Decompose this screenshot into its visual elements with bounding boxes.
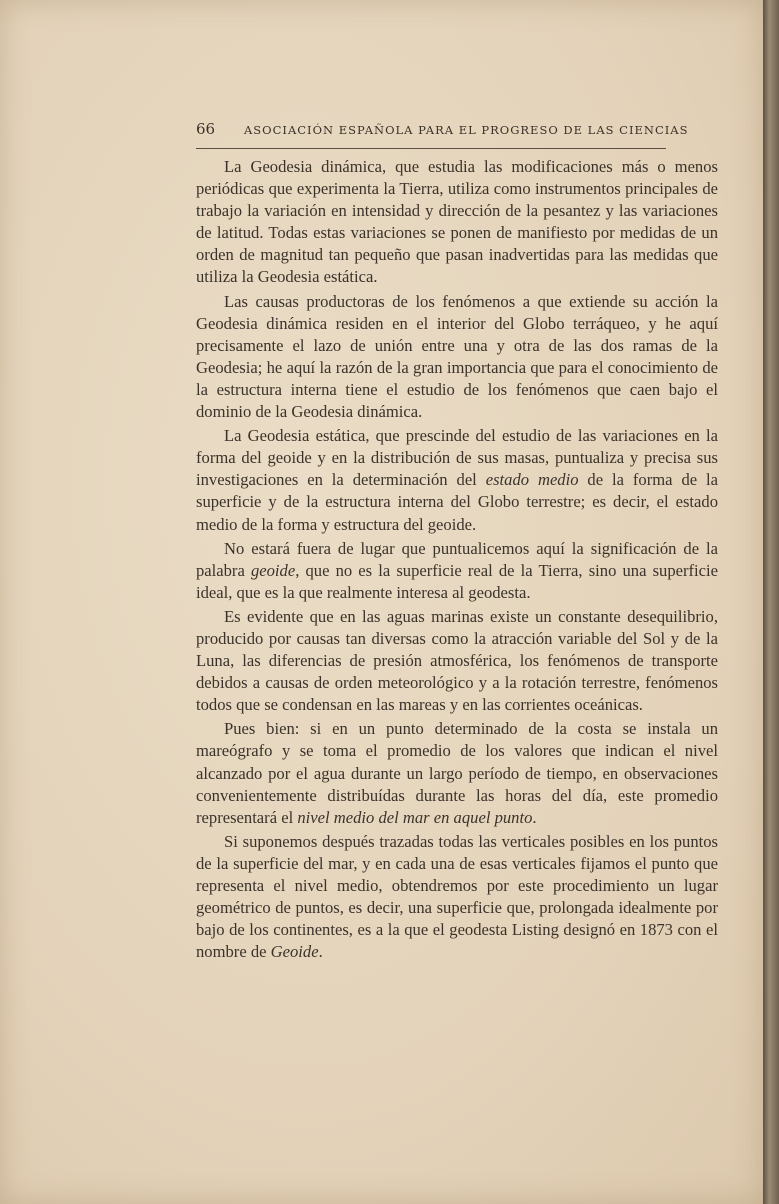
book-edge	[763, 0, 779, 1204]
paragraph-4: No estará fuera de lugar que puntualicemos aquí la significación de la palabra geoide, que no es la superficie real de la Tierra, sino una superficie ideal, que es la que realmente interesa al geodesta.	[196, 538, 718, 602]
paragraph-6: Pues bien: si en un punto determinado de la costa se instala un mareógrafo y se toma el promedio de los valores que indican el nivel alcanzado por el agua durante un largo período de tiempo, en observaciones convenientemente distribuídas durante las horas del día, este promedio representará el nivel medio del mar en aquel punto.	[196, 719, 718, 827]
italic-term: nivel medio del mar en aquel punto	[297, 807, 533, 827]
page-header	[196, 120, 689, 144]
header-rule	[196, 148, 666, 149]
running-head: ASOCIACIÓN ESPAÑOLA PARA EL PROGRESO DE LAS CIENCIAS	[244, 123, 689, 137]
paragraph-2: Las causas productoras de los fenómenos a que extiende su acción la Geodesia dinámica residen en el interior del Globo terráqueo, y he aquí precisamente el lazo de unión entre una y otra de las dos ramas de la Geodesia; he aquí la razón de la gran importancia que para el conocimiento de la estructura interna tiene el estudio de los fenómenos que caen bajo el dominio de la Geodesia dinámica.	[196, 291, 718, 422]
italic-term: Geoide	[270, 942, 319, 962]
page-number: 66	[196, 120, 216, 138]
paragraph-1: La Geodesia dinámica, que estudia las modificaciones más o menos periódicas que experimenta la Tierra, utiliza como instrumentos principales de trabajo la variación en intensidad y dirección de la pesantez y las variaciones de latitud. Todas estas variaciones se ponen de manifiesto por medidas de un orden de magnitud tan pequeño que pasan inadvertidas para las medidas que utiliza la Geodesia estática.	[196, 157, 718, 287]
paragraph-7: Si suponemos después trazadas todas las verticales posibles en los puntos de la superficie del mar, y en cada una de esas verticales fijamos el punto que representa el nivel medio, obtendremos por este procedimiento un lugar geométrico de puntos, es decir, una superficie que, prolongada idealmente por bajo de los continentes, es a la que el geodesta Listing designó en 1873 con el nombre de Geoide.	[196, 831, 718, 962]
paragraph-3: La Geodesia estática, que prescinde del estudio de las variaciones en la forma del geoide y en la distribución de sus masas, puntualiza y precisa sus investigaciones en la determinación del estado medio de la forma de la superficie y de la estructura interna del Globo terrestre; es decir, el estado medio de la forma y estructura del geoide.	[196, 426, 718, 534]
italic-term: geoide	[250, 560, 296, 580]
body-text	[196, 156, 718, 963]
paragraph-5: Es evidente que en las aguas marinas existe un constante desequilibrio, producido por causas tan diversas como la atracción variable del Sol y de la Luna, las diferencias de presión atmosférica, los fenómenos de transporte debidos a causas de orden meteorológico y a la rotación terrestre, fenómenos todos que se condensan en las mareas y en las corrientes oceánicas.	[196, 606, 718, 715]
italic-term: estado medio	[485, 470, 579, 490]
